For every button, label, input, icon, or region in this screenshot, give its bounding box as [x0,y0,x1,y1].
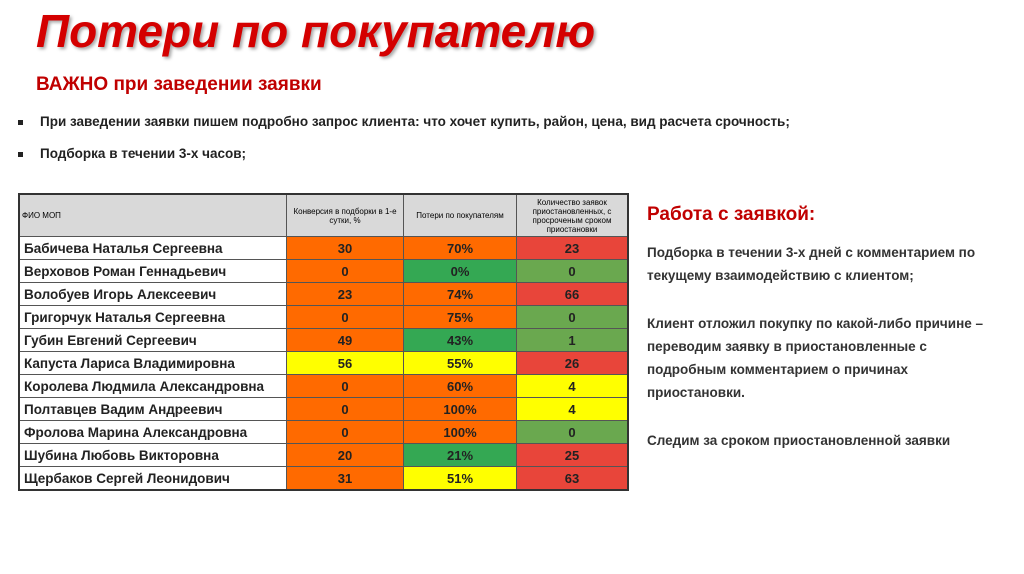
manager-name: Королева Людмила Александровна [19,375,287,398]
manager-name: Капуста Лариса Владимировна [19,352,287,375]
conversion-cell: 0 [287,260,404,283]
table-row [19,260,628,283]
subtitle: ВАЖНО при заведении заявки [36,74,322,95]
right-paragraph: Клиент отложил покупку по какой-либо причине – переводим заявку в приостановленные с подробным комментарием о причинах приостановки. [647,316,983,400]
manager-name: Бабичева Наталья Сергеевна [19,237,287,260]
right-title: Работа с заявкой: [647,204,816,225]
conversion-cell: 49 [287,329,404,352]
losses-cell: 100% [404,398,517,421]
suspended-cell: 25 [517,444,629,467]
manager-name: Полтавцев Вадим Андреевич [19,398,287,421]
bullet-text: При заведении заявки пишем подробно запрос клиента: что хочет купить, район, цена, вид расчета срочность; [40,114,790,129]
losses-cell: 60% [404,375,517,398]
manager-name: Щербаков Сергей Леонидович [19,467,287,491]
bullet-icon [18,152,23,157]
header-suspended: Количество заявок приостановленных, с просроченым сроком приостановки [517,194,629,237]
suspended-cell: 4 [517,398,629,421]
manager-name: Фролова Марина Александровна [19,421,287,444]
losses-cell: 100% [404,421,517,444]
suspended-cell: 26 [517,352,629,375]
manager-name: Волобуев Игорь Алексеевич [19,283,287,306]
losses-cell: 75% [404,306,517,329]
conversion-cell: 56 [287,352,404,375]
conversion-cell: 0 [287,375,404,398]
losses-cell: 70% [404,237,517,260]
suspended-cell: 66 [517,283,629,306]
manager-name: Шубина Любовь Викторовна [19,444,287,467]
table-row [19,375,628,398]
table-row [19,352,628,375]
table-row [19,444,628,467]
table-row [19,398,628,421]
manager-name: Григорчук Наталья Сергеевна [19,306,287,329]
suspended-cell: 0 [517,421,629,444]
table-row [19,329,628,352]
conversion-cell: 23 [287,283,404,306]
header-name: ФИО МОП [19,194,287,237]
bullet-text: Подборка в течении 3-х часов; [40,146,247,161]
losses-cell: 43% [404,329,517,352]
table-row [19,237,628,260]
losses-cell: 74% [404,283,517,306]
suspended-cell: 1 [517,329,629,352]
conversion-cell: 20 [287,444,404,467]
table-row [19,283,628,306]
losses-cell: 51% [404,467,517,491]
table-row [19,306,628,329]
losses-cell: 21% [404,444,517,467]
bullet-item [18,114,790,129]
suspended-cell: 4 [517,375,629,398]
losses-table [18,193,629,491]
suspended-cell: 23 [517,237,629,260]
bullet-item [18,146,246,161]
header-conversion: Конверсия в подборки в 1-е сутки, % [287,194,404,237]
bullet-icon [18,120,23,125]
table-row [19,421,628,444]
conversion-cell: 0 [287,398,404,421]
losses-cell: 0% [404,260,517,283]
right-paragraph: Следим за сроком приостановленной заявки [647,433,951,448]
suspended-cell: 63 [517,467,629,491]
table-row [19,467,628,491]
slide-title: Потери по покупателю [36,5,596,57]
suspended-cell: 0 [517,306,629,329]
conversion-cell: 31 [287,467,404,491]
conversion-cell: 0 [287,421,404,444]
losses-cell: 55% [404,352,517,375]
manager-name: Губин Евгений Сергеевич [19,329,287,352]
header-losses: Потери по покупателям [404,194,517,237]
conversion-cell: 30 [287,237,404,260]
manager-name: Верховов Роман Геннадьевич [19,260,287,283]
conversion-cell: 0 [287,306,404,329]
right-paragraph: Подборка в течении 3-х дней с комментарием по текущему взаимодействию с клиентом; [647,245,976,283]
suspended-cell: 0 [517,260,629,283]
